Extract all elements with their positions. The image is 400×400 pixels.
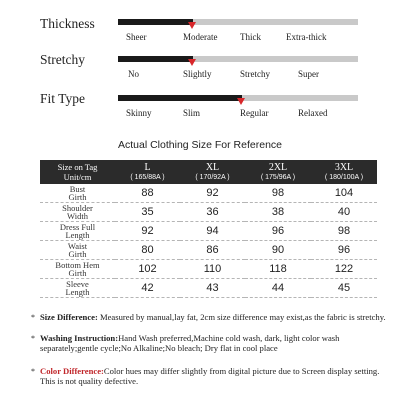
measurement-label [40, 203, 115, 222]
thickness-scale-track [118, 19, 358, 25]
size-table-title: Actual Clothing Size For Reference [118, 139, 282, 151]
size-spec: ( 170/92A ) [195, 174, 230, 181]
thickness-scale-fill [118, 19, 193, 25]
label-line: Girth [68, 249, 87, 259]
table-cell: 86 [180, 241, 245, 260]
option-label: Moderate [183, 32, 218, 42]
table-cell: 122 [311, 260, 377, 279]
attribute-title: Thickness [40, 16, 95, 31]
size-name: 2XL [268, 162, 288, 173]
size-on-tag-label: Size on Tag [57, 162, 98, 172]
unit-label: Unit/cm [63, 171, 92, 182]
table-cell: 96 [311, 241, 377, 260]
table-header-row [40, 160, 377, 184]
table-row [40, 260, 377, 279]
size-spec: ( 165/88A ) [130, 174, 165, 181]
label-line: Shoulder [62, 203, 93, 213]
table-cell: 90 [245, 241, 311, 260]
table-cell: 118 [245, 260, 311, 279]
table-cell: 98 [311, 222, 377, 241]
attribute-title: Stretchy [40, 52, 85, 67]
table-cell: 40 [311, 203, 377, 222]
table-row [40, 184, 377, 203]
option-label: Skinny [126, 108, 152, 118]
table-cell: 88 [115, 184, 180, 203]
measurement-label [40, 241, 115, 260]
note-text: Color hues may differ slightly from digital picture due to Screen display setting. This is not quality defective. [40, 366, 380, 386]
attribute-thickness [0, 10, 400, 50]
table-cell: 94 [180, 222, 245, 241]
table-cell: 110 [180, 260, 245, 279]
attribute-title: Fit Type [40, 91, 85, 106]
option-label: Stretchy [240, 69, 270, 79]
size-table [40, 160, 377, 298]
option-label: Super [298, 69, 319, 79]
table-cell: 104 [311, 184, 377, 203]
size-column-header [245, 160, 311, 184]
stretchy-marker [188, 59, 196, 66]
note-size-difference [31, 312, 390, 323]
bullet-icon: * [31, 313, 35, 322]
note-label: Washing Instruction: [40, 333, 119, 343]
bullet-icon: * [31, 367, 35, 376]
table-cell: 35 [115, 203, 180, 222]
attribute-stretchy [0, 47, 400, 87]
label-line: Sleeve [66, 279, 89, 289]
option-label: Extra-thick [286, 32, 327, 42]
table-cell: 96 [245, 222, 311, 241]
size-spec: ( 175/96A ) [260, 174, 296, 181]
label-line: Width [67, 211, 88, 221]
measurement-label [40, 184, 115, 203]
table-cell: 98 [245, 184, 311, 203]
option-label: Slightly [183, 69, 212, 79]
table-row [40, 222, 377, 241]
fit-type-marker [237, 98, 245, 105]
table-cell: 42 [115, 279, 180, 298]
table-cell: 45 [311, 279, 377, 298]
table-cell: 36 [180, 203, 245, 222]
label-line: Bust [69, 184, 86, 194]
measurement-label [40, 260, 115, 279]
size-column-header [115, 160, 180, 184]
option-label: Slim [183, 108, 201, 118]
size-header-label [40, 160, 115, 184]
label-line: Girth [68, 192, 87, 202]
size-name: XL [205, 162, 220, 173]
table-row [40, 241, 377, 260]
size-name: L [144, 162, 151, 173]
label-line: Length [65, 230, 90, 240]
table-cell: 92 [115, 222, 180, 241]
stretchy-scale-track [118, 56, 358, 62]
size-column-header [180, 160, 245, 184]
size-name: 3XL [334, 162, 354, 173]
table-cell: 92 [180, 184, 245, 203]
table-cell: 44 [245, 279, 311, 298]
note-color-difference [31, 366, 390, 386]
label-line: Length [65, 287, 90, 297]
option-label: Regular [240, 108, 269, 118]
measurement-label [40, 279, 115, 298]
attribute-fit-type [0, 86, 400, 126]
stretchy-scale-fill [118, 56, 193, 62]
note-label: Size Difference: [40, 312, 98, 322]
label-line: Bottom Hem [55, 260, 100, 270]
label-line: Waist [67, 241, 88, 251]
label-line: Dress Full [59, 222, 96, 232]
option-label: Relaxed [298, 108, 328, 118]
bullet-icon: * [31, 334, 35, 343]
table-cell: 38 [245, 203, 311, 222]
option-label: Sheer [126, 32, 147, 42]
note-label: Color Difference: [40, 366, 104, 376]
size-spec: ( 180/100A ) [324, 174, 364, 181]
note-text: Hand Wash preferred,Machine cold wash, dark, light color wash separately;gentle cycle;No Alkaline;No bleach; Dry flat in cool place [40, 333, 340, 353]
option-label: No [128, 69, 139, 79]
measurement-label [40, 222, 115, 241]
table-cell: 43 [180, 279, 245, 298]
table-row [40, 279, 377, 298]
fit-type-scale-fill [118, 95, 242, 101]
table-cell: 80 [115, 241, 180, 260]
note-washing-instruction [31, 333, 390, 353]
option-label: Thick [240, 32, 261, 42]
note-text: Measured by manual,lay fat, 2cm size difference may exist,as the fabric is stretchy. [97, 312, 386, 322]
size-column-header [311, 160, 377, 184]
label-line: Girth [68, 268, 87, 278]
table-row [40, 203, 377, 222]
table-cell: 102 [115, 260, 180, 279]
thickness-marker [188, 22, 196, 29]
